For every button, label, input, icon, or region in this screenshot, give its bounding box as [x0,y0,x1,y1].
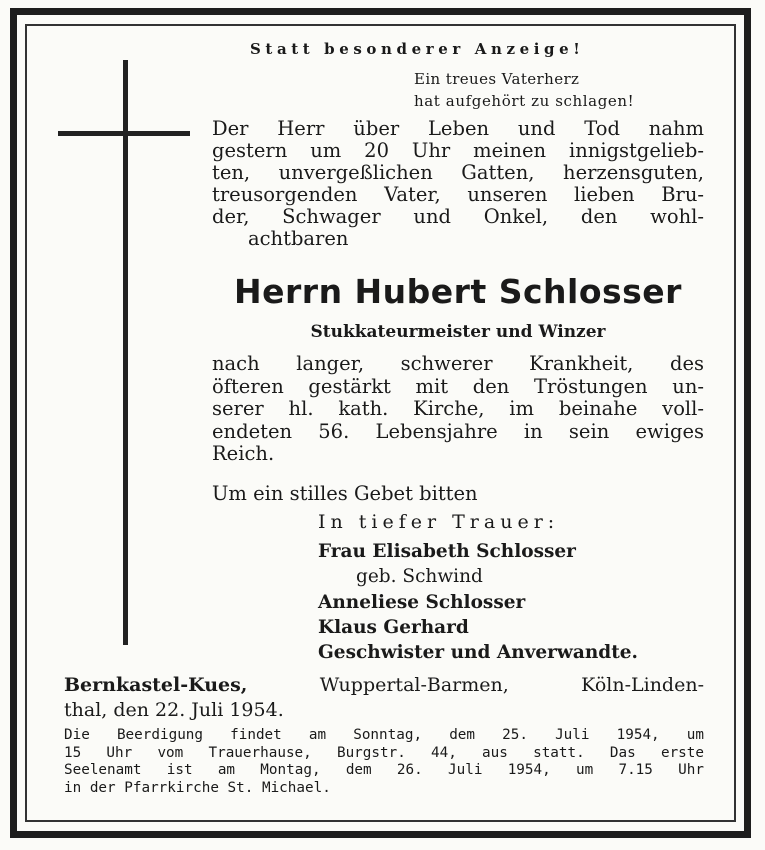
intro-line: gestern um 20 Uhr meinen innigstgelieb- [212,139,704,162]
dateline-line-1 [64,673,704,698]
body-line: nach langer, schwerer Krankheit, des [212,352,704,375]
intro-line: Der Herr über Leben und Tod nahm [212,117,704,140]
body-paragraph [212,353,704,466]
deceased-profession: Stukkateurmeister und Winzer [310,322,606,342]
funeral-line: Seelenamt ist am Montag, dem 26. Juli 1954, um 7.15 Uhr [64,762,704,778]
dateline-place: Bernkastel-Kues, [64,674,248,696]
mourner-1: Frau Elisabeth Schlosser [318,541,576,562]
announcement-header: Statt besonderer Anzeige! [250,40,585,58]
dateline [64,673,704,723]
dateline-line-2: thal, den 22. Juli 1954. [64,699,284,721]
deceased-name: Herrn Hubert Schlosser [234,272,682,311]
funeral-line: 15 Uhr vom Trauerhause, Burgstr. 44, aus statt. Das erste [64,744,704,761]
cross-horizontal-bar [58,131,190,136]
cross-vertical-bar [123,60,128,645]
funeral-line: in der Pfarrkirche St. Michael. [64,779,331,796]
mourner-4: Geschwister und Anverwandte. [318,642,638,663]
mourning-heading: In tiefer Trauer: [318,511,560,533]
intro-line: achtbaren [248,227,349,250]
mourner-2: Anneliese Schlosser [318,592,526,613]
body-line: serer hl. kath. Kirche, im beinahe voll- [212,397,704,420]
prayer-request: Um ein stilles Gebet bitten [212,482,478,505]
mourner-3: Klaus Gerhard [318,617,469,638]
intro-line: der, Schwager und Onkel, den wohl- [212,205,704,228]
body-line: Reich. [212,442,275,465]
verse-line-2: hat aufgehört zu schlagen! [414,92,635,110]
body-line: öfteren gestärkt mit den Tröstungen un- [212,374,704,398]
funeral-line: Die Beerdigung findet am Sonntag, dem 25. Juli 1954, um [64,727,704,743]
funeral-notice [64,727,704,797]
intro-line: treusorgenden Vater, unseren lieben Bru- [212,183,704,206]
dateline-places: Wuppertal-Barmen, Köln-Linden- [247,674,704,696]
body-line: endeten 56. Lebensjahre in sein ewiges [212,419,704,443]
intro-paragraph [212,118,704,250]
mourner-1-maiden-name: geb. Schwind [356,566,483,587]
verse-line-1: Ein treues Vaterherz [414,70,580,88]
intro-line: ten, unvergeßlichen Gatten, herzensguten, [212,161,704,184]
